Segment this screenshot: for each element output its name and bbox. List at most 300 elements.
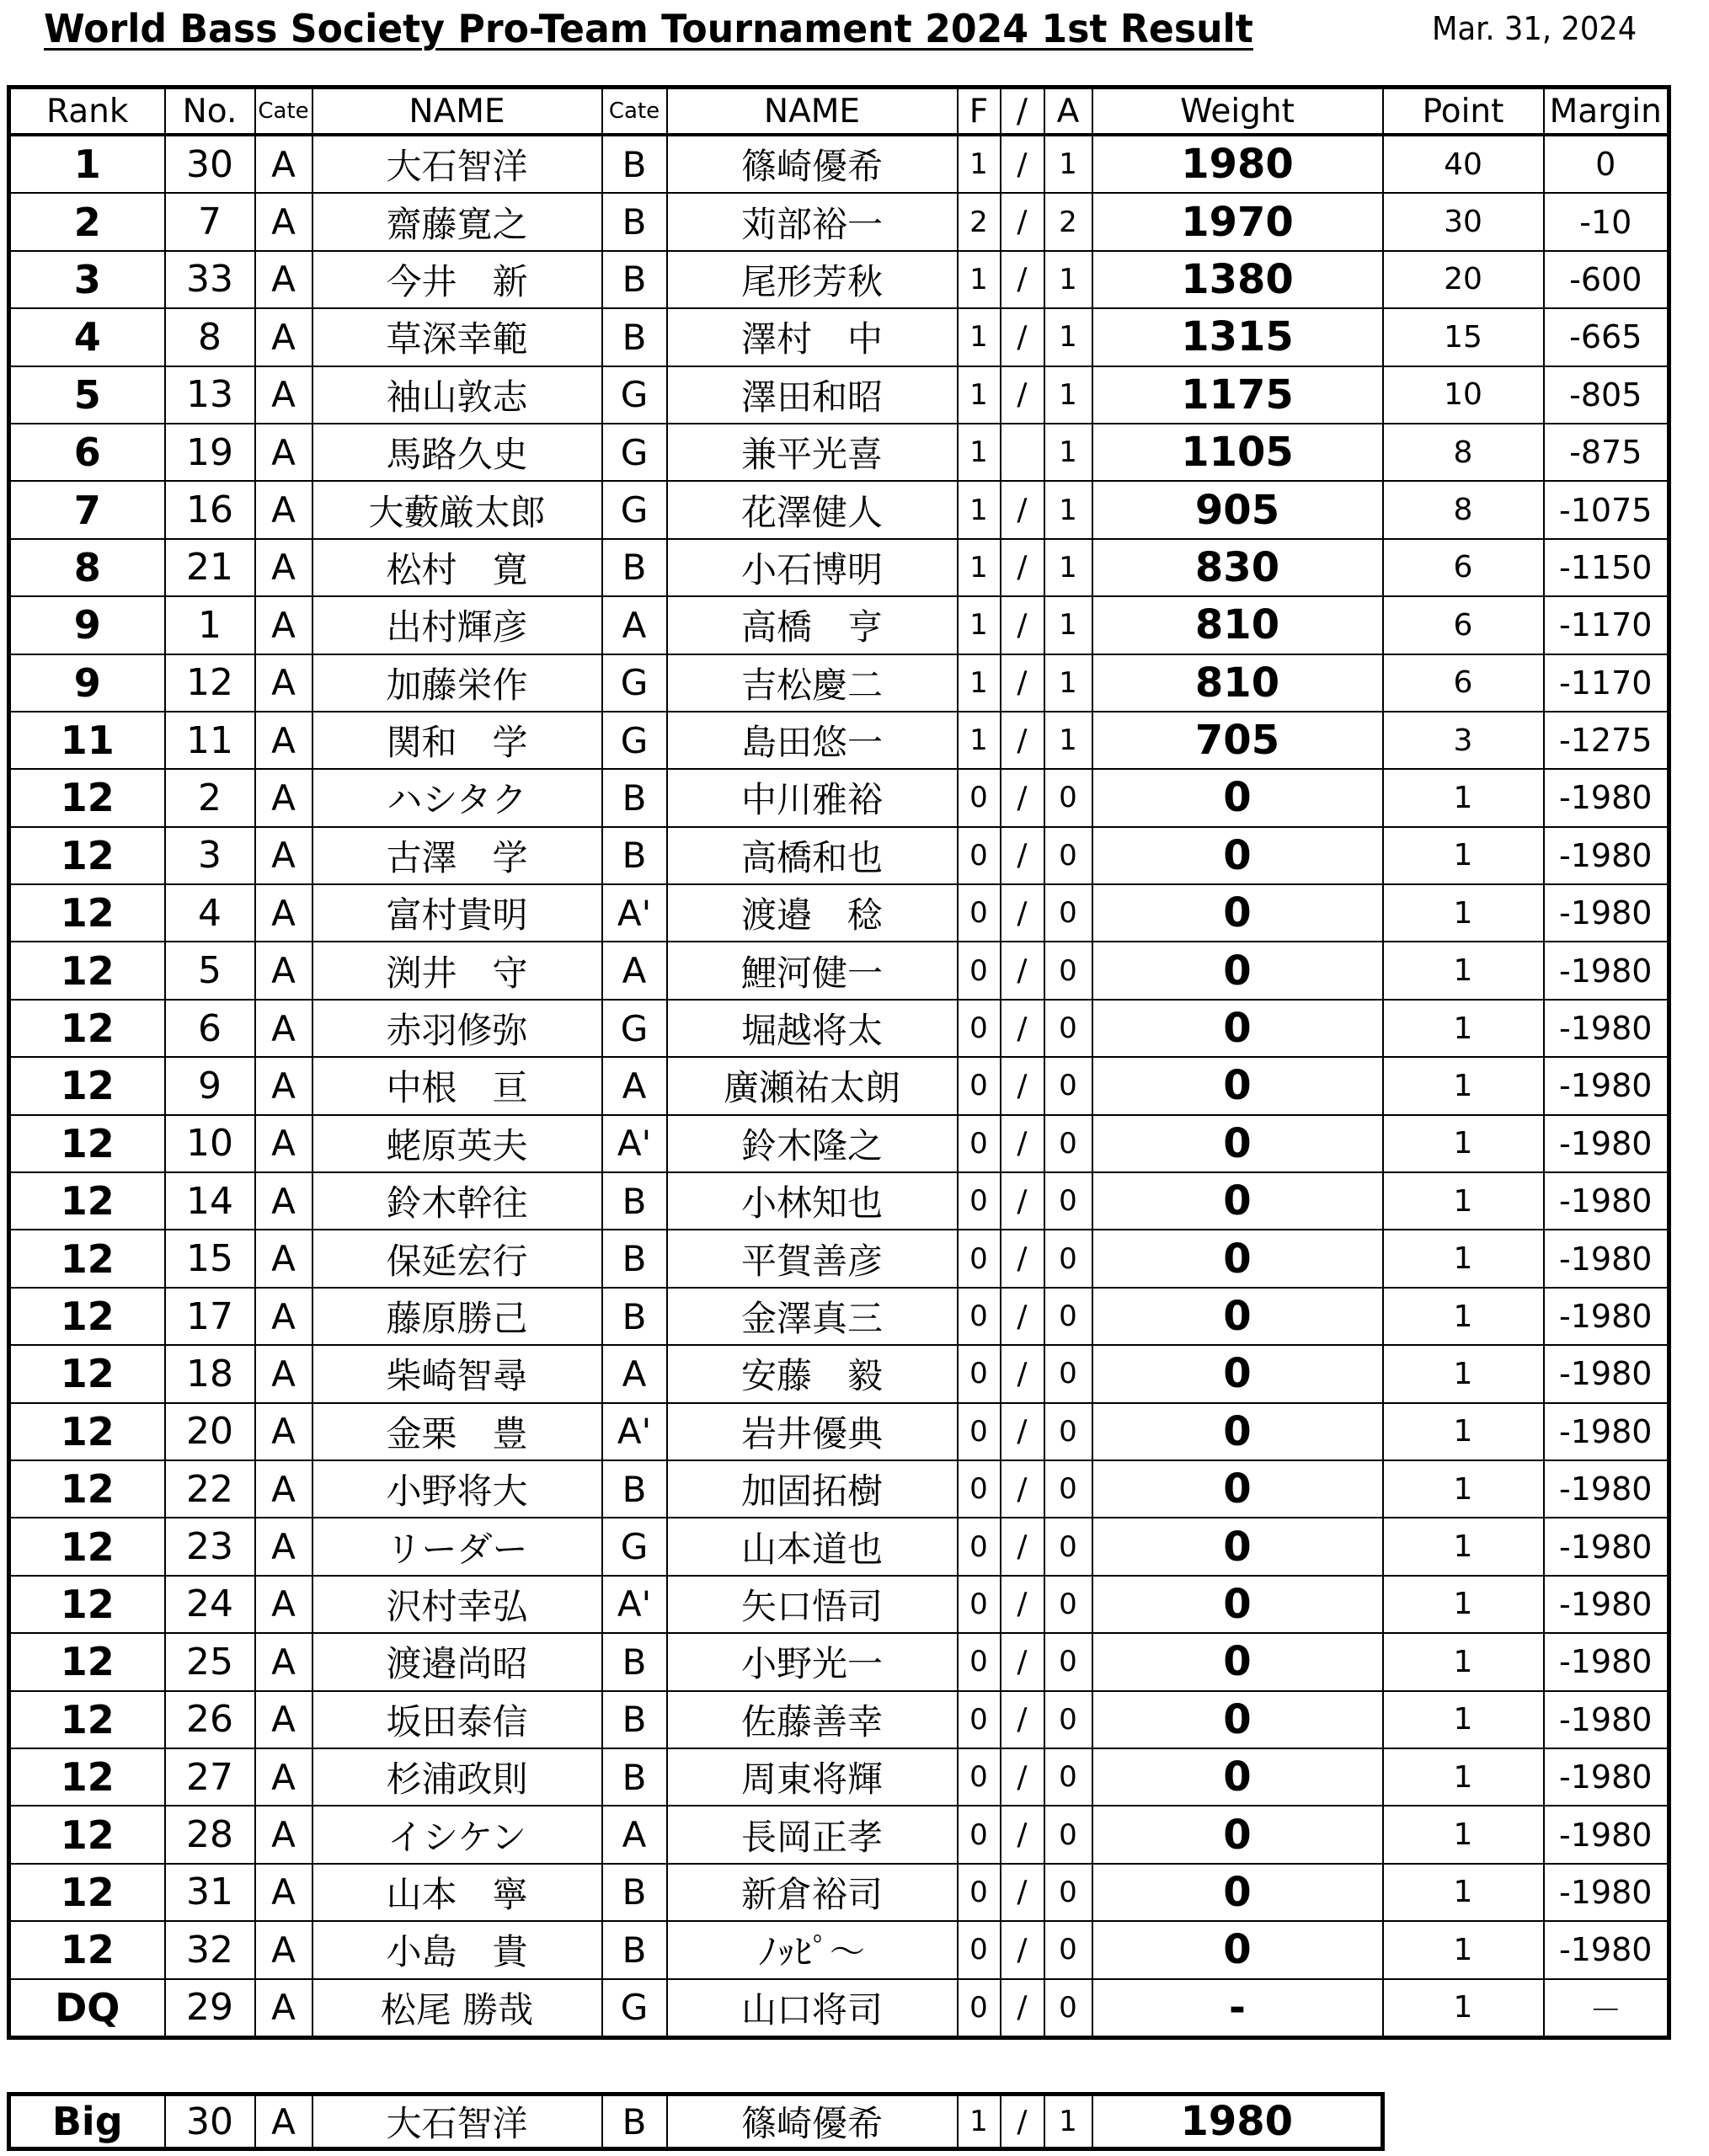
cell-margin: -1980 xyxy=(1544,1172,1669,1230)
cell-point: 1 xyxy=(1383,1921,1544,1978)
cell-f: 0 xyxy=(958,1864,1001,1921)
cell-margin: -1980 xyxy=(1544,1345,1669,1402)
table-row xyxy=(9,942,1669,999)
cell-cate1: A xyxy=(255,1288,312,1345)
table-row xyxy=(9,1806,1669,1863)
cell-cate1: A xyxy=(255,193,312,250)
cell-rank: 12 xyxy=(9,1403,165,1460)
cell-rank: 12 xyxy=(9,827,165,884)
cell-slash: / xyxy=(1001,942,1044,999)
cell-weight: 0 xyxy=(1092,1864,1383,1921)
cell-margin: -1980 xyxy=(1544,1230,1669,1287)
cell-name2: 小野光一 xyxy=(667,1633,958,1690)
cell-rank: 12 xyxy=(9,942,165,999)
cell-cate2: B xyxy=(602,769,667,826)
cell-point: 3 xyxy=(1383,712,1544,769)
cell-cate2: B xyxy=(602,1633,667,1690)
cell-no: 19 xyxy=(165,424,255,481)
cell-name1: 鈴木幹往 xyxy=(312,1172,602,1230)
cell-no: 20 xyxy=(165,1403,255,1460)
table-row xyxy=(9,135,1669,193)
cell-name2: 鈴木隆之 xyxy=(667,1115,958,1172)
cell-name1: 馬路久史 xyxy=(312,424,602,481)
cell-name1: 富村貴明 xyxy=(312,884,602,942)
cell-name1: 坂田泰信 xyxy=(312,1691,602,1748)
cell-weight: 0 xyxy=(1092,1691,1383,1748)
cell-cate2: G xyxy=(602,712,667,769)
cell-point: 1 xyxy=(1383,1576,1544,1633)
table-row xyxy=(9,308,1669,366)
cell-point: 1 xyxy=(1383,1345,1544,1402)
cell-weight: 0 xyxy=(1092,1460,1383,1518)
cell-name2: 新倉裕司 xyxy=(667,1864,958,1921)
cell-no: 32 xyxy=(165,1921,255,1978)
cell-a: 0 xyxy=(1044,1633,1092,1690)
cell-f: 2 xyxy=(958,193,1001,250)
cell-name1: 渡邉尚昭 xyxy=(312,1633,602,1690)
cell-weight: - xyxy=(1092,1979,1383,2038)
cell-weight: 705 xyxy=(1092,712,1383,769)
cell-name2: 兼平光喜 xyxy=(667,424,958,481)
cell-point: 6 xyxy=(1383,596,1544,654)
cell-no: 10 xyxy=(165,1115,255,1172)
cell-name2: ﾉｯﾋﾟ～ xyxy=(667,1921,958,1978)
table-row xyxy=(9,1460,1669,1518)
cell-a: 0 xyxy=(1044,1921,1092,1978)
cell-a: 0 xyxy=(1044,1230,1092,1287)
cell-slash: / xyxy=(1001,1518,1044,1575)
cell-rank: 6 xyxy=(9,424,165,481)
cell-a: 0 xyxy=(1044,1864,1092,1921)
cell-name2: 高橋 亨 xyxy=(667,596,958,654)
table-row xyxy=(9,481,1669,538)
cell-name1: 小野将大 xyxy=(312,1460,602,1518)
cell-rank: 5 xyxy=(9,366,165,424)
cell-cate2: A xyxy=(602,1806,667,1863)
cell-cate2: G xyxy=(602,1518,667,1575)
cell-margin: -1980 xyxy=(1544,1576,1669,1633)
cell-margin: -1075 xyxy=(1544,481,1669,538)
cell-point: 20 xyxy=(1383,251,1544,308)
cell-margin: -805 xyxy=(1544,366,1669,424)
big-fish-weight: 1980 xyxy=(1092,2095,1383,2149)
table-row xyxy=(9,769,1669,826)
cell-slash: / xyxy=(1001,1806,1044,1863)
cell-rank: 12 xyxy=(9,1057,165,1114)
cell-cate1: A xyxy=(255,1345,312,1402)
cell-cate1: A xyxy=(255,1864,312,1921)
cell-cate1: A xyxy=(255,1000,312,1057)
cell-weight: 0 xyxy=(1092,1576,1383,1633)
cell-f: 0 xyxy=(958,942,1001,999)
cell-point: 1 xyxy=(1383,1230,1544,1287)
cell-name1: 齋藤寛之 xyxy=(312,193,602,250)
cell-margin: -1980 xyxy=(1544,1633,1669,1690)
big-fish-name-2: 篠崎優希 xyxy=(667,2095,958,2149)
col-header-weight: Weight xyxy=(1092,88,1383,136)
cell-weight: 0 xyxy=(1092,827,1383,884)
cell-name1: 山本 寧 xyxy=(312,1864,602,1921)
cell-margin: -1170 xyxy=(1544,596,1669,654)
cell-cate1: A xyxy=(255,1230,312,1287)
cell-margin: -1980 xyxy=(1544,1460,1669,1518)
cell-rank: 9 xyxy=(9,596,165,654)
cell-name1: 関和 学 xyxy=(312,712,602,769)
cell-cate1: A xyxy=(255,1460,312,1518)
cell-cate2: B xyxy=(602,1691,667,1748)
cell-f: 0 xyxy=(958,1921,1001,1978)
cell-cate2: G xyxy=(602,424,667,481)
cell-f: 0 xyxy=(958,1576,1001,1633)
cell-margin: -1980 xyxy=(1544,942,1669,999)
col-header-cate-2: Cate xyxy=(602,88,667,136)
cell-name2: 吉松慶二 xyxy=(667,654,958,712)
cell-cate2: A xyxy=(602,942,667,999)
cell-slash: / xyxy=(1001,1691,1044,1748)
report-date: Mar. 31, 2024 xyxy=(1432,10,1637,47)
cell-slash: / xyxy=(1001,1748,1044,1806)
cell-slash: / xyxy=(1001,481,1044,538)
cell-margin: -1980 xyxy=(1544,1864,1669,1921)
cell-name2: 渡邉 稔 xyxy=(667,884,958,942)
table-row xyxy=(9,1115,1669,1172)
cell-no: 33 xyxy=(165,251,255,308)
cell-weight: 810 xyxy=(1092,654,1383,712)
cell-a: 0 xyxy=(1044,1691,1092,1748)
cell-point: 1 xyxy=(1383,1460,1544,1518)
cell-name1: 渕井 守 xyxy=(312,942,602,999)
cell-no: 25 xyxy=(165,1633,255,1690)
cell-cate2: G xyxy=(602,1000,667,1057)
cell-no: 30 xyxy=(165,135,255,193)
cell-slash: / xyxy=(1001,596,1044,654)
cell-cate1: A xyxy=(255,942,312,999)
cell-weight: 0 xyxy=(1092,1288,1383,1345)
cell-rank: 7 xyxy=(9,481,165,538)
cell-a: 1 xyxy=(1044,712,1092,769)
cell-rank: 4 xyxy=(9,308,165,366)
cell-name2: 安藤 毅 xyxy=(667,1345,958,1402)
cell-f: 0 xyxy=(958,1691,1001,1748)
cell-weight: 0 xyxy=(1092,1115,1383,1172)
cell-no: 13 xyxy=(165,366,255,424)
cell-name1: 大石智洋 xyxy=(312,135,602,193)
cell-f: 0 xyxy=(958,1057,1001,1114)
cell-f: 1 xyxy=(958,539,1001,596)
table-row xyxy=(9,539,1669,596)
cell-cate1: A xyxy=(255,539,312,596)
cell-weight: 1970 xyxy=(1092,193,1383,250)
table-row xyxy=(9,1864,1669,1921)
cell-no: 8 xyxy=(165,308,255,366)
page-title: World Bass Society Pro-Team Tournament 2024 1st Result xyxy=(44,6,1253,51)
cell-cate2: B xyxy=(602,1172,667,1230)
cell-cate1: A xyxy=(255,654,312,712)
cell-a: 2 xyxy=(1044,193,1092,250)
cell-rank: 12 xyxy=(9,1806,165,1863)
cell-f: 0 xyxy=(958,1403,1001,1460)
table-row xyxy=(9,1748,1669,1806)
cell-no: 21 xyxy=(165,539,255,596)
cell-point: 40 xyxy=(1383,135,1544,193)
cell-name2: 長岡正孝 xyxy=(667,1806,958,1863)
cell-point: 1 xyxy=(1383,1172,1544,1230)
cell-no: 6 xyxy=(165,1000,255,1057)
cell-slash: / xyxy=(1001,1230,1044,1287)
cell-f: 0 xyxy=(958,1288,1001,1345)
cell-weight: 830 xyxy=(1092,539,1383,596)
cell-point: 1 xyxy=(1383,1748,1544,1806)
cell-f: 1 xyxy=(958,596,1001,654)
cell-rank: 12 xyxy=(9,1288,165,1345)
cell-margin: -1980 xyxy=(1544,1288,1669,1345)
cell-name2: 花澤健人 xyxy=(667,481,958,538)
cell-margin: -600 xyxy=(1544,251,1669,308)
cell-name2: 岩井優典 xyxy=(667,1403,958,1460)
cell-margin: -10 xyxy=(1544,193,1669,250)
cell-rank: 8 xyxy=(9,539,165,596)
cell-slash: / xyxy=(1001,827,1044,884)
cell-name2: 佐藤善幸 xyxy=(667,1691,958,1748)
cell-margin: -1980 xyxy=(1544,1806,1669,1863)
cell-a: 0 xyxy=(1044,769,1092,826)
cell-a: 0 xyxy=(1044,942,1092,999)
cell-name2: 澤田和昭 xyxy=(667,366,958,424)
cell-rank: 1 xyxy=(9,135,165,193)
cell-margin: -1980 xyxy=(1544,769,1669,826)
cell-slash xyxy=(1001,424,1044,481)
cell-margin: -1980 xyxy=(1544,1057,1669,1114)
cell-name2: 篠崎優希 xyxy=(667,135,958,193)
cell-weight: 0 xyxy=(1092,1172,1383,1230)
cell-point: 1 xyxy=(1383,769,1544,826)
table-row xyxy=(9,827,1669,884)
cell-name1: 蛯原英夫 xyxy=(312,1115,602,1172)
col-header-a: A xyxy=(1044,88,1092,136)
col-header-name-2: NAME xyxy=(667,88,958,136)
cell-name1: 保延宏行 xyxy=(312,1230,602,1287)
cell-point: 1 xyxy=(1383,942,1544,999)
cell-point: 1 xyxy=(1383,1518,1544,1575)
cell-a: 1 xyxy=(1044,424,1092,481)
cell-f: 0 xyxy=(958,1806,1001,1863)
cell-a: 0 xyxy=(1044,1748,1092,1806)
cell-name1: 袖山敦志 xyxy=(312,366,602,424)
cell-rank: 12 xyxy=(9,1691,165,1748)
cell-a: 1 xyxy=(1044,539,1092,596)
cell-rank: 12 xyxy=(9,1633,165,1690)
cell-name2: 尾形芳秋 xyxy=(667,251,958,308)
big-fish-row xyxy=(9,2095,1383,2149)
cell-name2: 小林知也 xyxy=(667,1172,958,1230)
table-row xyxy=(9,193,1669,250)
cell-no: 29 xyxy=(165,1979,255,2038)
cell-no: 11 xyxy=(165,712,255,769)
cell-no: 27 xyxy=(165,1748,255,1806)
cell-cate1: A xyxy=(255,827,312,884)
cell-cate2: B xyxy=(602,539,667,596)
cell-name1: 赤羽修弥 xyxy=(312,1000,602,1057)
cell-margin: -1980 xyxy=(1544,1748,1669,1806)
cell-margin: -1980 xyxy=(1544,1403,1669,1460)
table-row xyxy=(9,712,1669,769)
cell-a: 1 xyxy=(1044,251,1092,308)
cell-no: 17 xyxy=(165,1288,255,1345)
cell-name1: イシケン xyxy=(312,1806,602,1863)
cell-cate2: G xyxy=(602,1979,667,2038)
cell-a: 1 xyxy=(1044,135,1092,193)
col-header-point: Point xyxy=(1383,88,1544,136)
cell-name2: 金澤真三 xyxy=(667,1288,958,1345)
cell-margin: -1980 xyxy=(1544,1000,1669,1057)
cell-a: 0 xyxy=(1044,1518,1092,1575)
cell-no: 4 xyxy=(165,884,255,942)
cell-name2: 中川雅裕 xyxy=(667,769,958,826)
table-row xyxy=(9,1691,1669,1748)
cell-rank: 12 xyxy=(9,1864,165,1921)
cell-name1: 松村 寛 xyxy=(312,539,602,596)
cell-name2: 山本道也 xyxy=(667,1518,958,1575)
results-header-row xyxy=(9,88,1669,136)
cell-cate1: A xyxy=(255,1921,312,1978)
cell-rank: 12 xyxy=(9,1172,165,1230)
cell-f: 0 xyxy=(958,1172,1001,1230)
cell-slash: / xyxy=(1001,1115,1044,1172)
cell-no: 28 xyxy=(165,1806,255,1863)
cell-cate1: A xyxy=(255,1057,312,1114)
cell-weight: 0 xyxy=(1092,1345,1383,1402)
cell-name1: ハシタク xyxy=(312,769,602,826)
cell-cate2: A xyxy=(602,1345,667,1402)
cell-no: 16 xyxy=(165,481,255,538)
cell-a: 0 xyxy=(1044,1000,1092,1057)
cell-point: 1 xyxy=(1383,1057,1544,1114)
col-header-no: No. xyxy=(165,88,255,136)
cell-no: 24 xyxy=(165,1576,255,1633)
cell-name2: 平賀善彦 xyxy=(667,1230,958,1287)
cell-name2: 小石博明 xyxy=(667,539,958,596)
cell-slash: / xyxy=(1001,135,1044,193)
cell-point: 1 xyxy=(1383,1806,1544,1863)
cell-point: 1 xyxy=(1383,1288,1544,1345)
cell-name1: 沢村幸弘 xyxy=(312,1576,602,1633)
cell-weight: 0 xyxy=(1092,1633,1383,1690)
cell-no: 3 xyxy=(165,827,255,884)
cell-name2: 加固拓樹 xyxy=(667,1460,958,1518)
cell-point: 1 xyxy=(1383,884,1544,942)
cell-a: 0 xyxy=(1044,1115,1092,1172)
cell-name1: リーダー xyxy=(312,1518,602,1575)
cell-no: 2 xyxy=(165,769,255,826)
col-header-name-1: NAME xyxy=(312,88,602,136)
cell-cate2: G xyxy=(602,366,667,424)
cell-no: 5 xyxy=(165,942,255,999)
big-fish-name-1: 大石智洋 xyxy=(312,2095,602,2149)
cell-cate2: B xyxy=(602,1921,667,1978)
cell-slash: / xyxy=(1001,1921,1044,1978)
cell-weight: 0 xyxy=(1092,1057,1383,1114)
cell-rank: DQ xyxy=(9,1979,165,2038)
cell-slash: / xyxy=(1001,539,1044,596)
cell-slash: / xyxy=(1001,1172,1044,1230)
table-row xyxy=(9,1576,1669,1633)
cell-margin: -1980 xyxy=(1544,1518,1669,1575)
cell-weight: 0 xyxy=(1092,1748,1383,1806)
cell-name2: 島田悠一 xyxy=(667,712,958,769)
cell-point: 1 xyxy=(1383,1864,1544,1921)
cell-cate1: A xyxy=(255,1691,312,1748)
results-table xyxy=(7,85,1671,2040)
cell-f: 0 xyxy=(958,1979,1001,2038)
cell-no: 9 xyxy=(165,1057,255,1114)
cell-rank: 12 xyxy=(9,884,165,942)
cell-cate2: B xyxy=(602,827,667,884)
cell-a: 0 xyxy=(1044,1345,1092,1402)
cell-no: 1 xyxy=(165,596,255,654)
cell-a: 0 xyxy=(1044,1172,1092,1230)
cell-weight: 0 xyxy=(1092,1000,1383,1057)
cell-no: 31 xyxy=(165,1864,255,1921)
cell-slash: / xyxy=(1001,654,1044,712)
cell-name1: 加藤栄作 xyxy=(312,654,602,712)
cell-slash: / xyxy=(1001,1633,1044,1690)
cell-cate2: B xyxy=(602,1460,667,1518)
cell-point: 1 xyxy=(1383,1691,1544,1748)
cell-cate1: A xyxy=(255,366,312,424)
cell-slash: / xyxy=(1001,1864,1044,1921)
cell-cate1: A xyxy=(255,1518,312,1575)
cell-rank: 3 xyxy=(9,251,165,308)
cell-no: 14 xyxy=(165,1172,255,1230)
cell-weight: 0 xyxy=(1092,1403,1383,1460)
cell-name2: 堀越将太 xyxy=(667,1000,958,1057)
cell-f: 1 xyxy=(958,308,1001,366)
cell-cate1: A xyxy=(255,884,312,942)
cell-a: 0 xyxy=(1044,1979,1092,2038)
cell-weight: 1380 xyxy=(1092,251,1383,308)
cell-no: 15 xyxy=(165,1230,255,1287)
cell-f: 0 xyxy=(958,827,1001,884)
cell-slash: / xyxy=(1001,366,1044,424)
big-fish-slash: / xyxy=(1001,2095,1044,2149)
cell-f: 1 xyxy=(958,654,1001,712)
cell-name1: 杉浦政則 xyxy=(312,1748,602,1806)
cell-cate2: A' xyxy=(602,884,667,942)
cell-no: 23 xyxy=(165,1518,255,1575)
cell-name2: 廣瀬祐太朗 xyxy=(667,1057,958,1114)
cell-cate1: A xyxy=(255,1403,312,1460)
cell-cate1: A xyxy=(255,1979,312,2038)
cell-cate2: G xyxy=(602,481,667,538)
cell-point: 1 xyxy=(1383,1633,1544,1690)
cell-margin: -1980 xyxy=(1544,827,1669,884)
cell-cate1: A xyxy=(255,1806,312,1863)
cell-f: 1 xyxy=(958,712,1001,769)
cell-weight: 905 xyxy=(1092,481,1383,538)
cell-point: 6 xyxy=(1383,539,1544,596)
cell-name1: 出村輝彦 xyxy=(312,596,602,654)
cell-a: 0 xyxy=(1044,1806,1092,1863)
cell-point: 6 xyxy=(1383,654,1544,712)
table-row xyxy=(9,1518,1669,1575)
cell-cate2: B xyxy=(602,1288,667,1345)
cell-margin: -1980 xyxy=(1544,1115,1669,1172)
cell-rank: 12 xyxy=(9,1748,165,1806)
cell-margin: 0 xyxy=(1544,135,1669,193)
cell-cate2: A xyxy=(602,596,667,654)
cell-weight: 1315 xyxy=(1092,308,1383,366)
cell-weight: 810 xyxy=(1092,596,1383,654)
